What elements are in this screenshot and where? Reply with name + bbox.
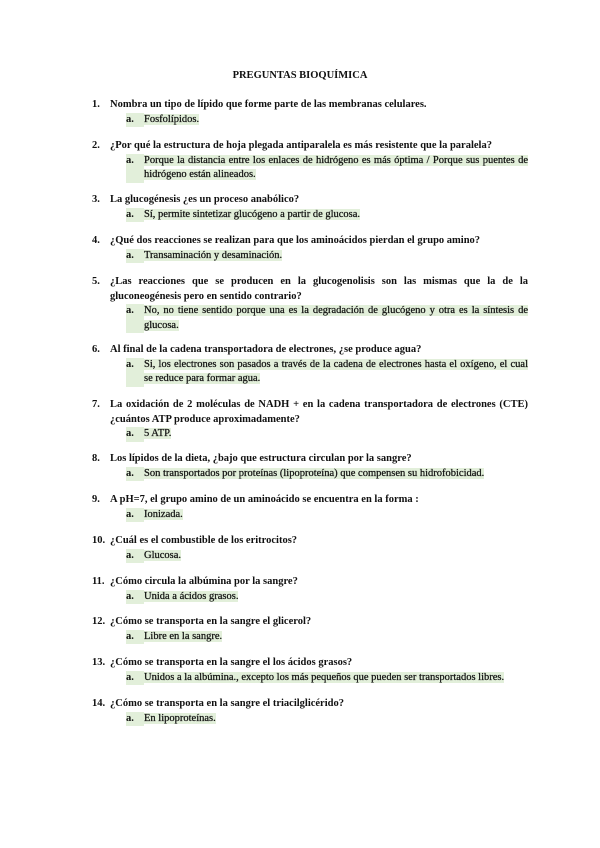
question-text: La oxidación de 2 moléculas de NADH + en la cadena transportadora de electrones (CTE) ¿cuántos ATP produce aproximadamente? <box>110 399 528 425</box>
question-text: ¿Las reacciones que se producen en la glucogenolisis son las mismas que la de la gluconeogénesis pero en sentido contrario? <box>110 276 528 302</box>
question-number: 12. <box>92 616 106 627</box>
question-item <box>92 534 528 563</box>
answer-text: Ionizada. <box>144 508 183 520</box>
question-number: 10. <box>92 535 106 546</box>
answer-text: Glucosa. <box>144 549 182 561</box>
answer-text: Porque la distancia entre los enlaces de hidrógeno es más óptima / Porque sus puentes de hidrógeno están alineados. <box>144 154 528 180</box>
answer-text: 5 ATP. <box>144 428 172 439</box>
question-item <box>92 139 528 183</box>
answer-label: a. <box>126 630 144 645</box>
answer-text: Unida a ácidos grasos. <box>144 590 239 602</box>
answer-item <box>126 249 528 264</box>
answer-item <box>126 208 528 223</box>
answer-label: a. <box>126 249 144 264</box>
answer-text: Sí, permite sintetizar glucógeno a partir de glucosa. <box>144 208 361 220</box>
answer-item <box>126 671 528 686</box>
answer-label: a. <box>126 358 144 387</box>
answer-label: a. <box>126 467 144 482</box>
question-item <box>92 343 528 387</box>
question-number: 1. <box>92 99 100 110</box>
answer-item <box>126 154 528 183</box>
question-number: 3. <box>92 194 100 205</box>
question-text: ¿Cómo circula la albúmina por la sangre? <box>110 576 298 587</box>
question-text: ¿Cómo se transporta en la sangre el triacilglicérido? <box>110 698 344 709</box>
question-item <box>92 493 528 522</box>
question-number: 2. <box>92 140 100 151</box>
answer-label: a. <box>126 590 144 605</box>
question-number: 14. <box>92 698 106 709</box>
answer-text: Libre en la sangre. <box>144 630 223 642</box>
question-text: Los lípidos de la dieta, ¿bajo que estructura circulan por la sangre? <box>110 453 412 464</box>
answer-label: a. <box>126 671 144 686</box>
question-text: Al final de la cadena transportadora de electrones, ¿se produce agua? <box>110 344 422 355</box>
answer-item <box>126 304 528 333</box>
question-number: 8. <box>92 453 100 464</box>
question-number: 6. <box>92 344 100 355</box>
question-text: ¿Qué dos reacciones se realizan para que los aminoácidos pierdan el grupo amino? <box>110 235 481 246</box>
question-number: 11. <box>92 576 105 587</box>
question-item <box>92 452 528 481</box>
question-item <box>92 398 528 442</box>
question-number: 9. <box>92 494 100 505</box>
question-item <box>92 575 528 604</box>
answer-text: Transaminación y desaminación. <box>144 249 283 261</box>
answer-text: No, no tiene sentido porque una es la degradación de glucógeno y otra es la síntesis de glucosa. <box>144 305 528 331</box>
question-text: A pH=7, el grupo amino de un aminoácido se encuentra en la forma : <box>110 494 419 505</box>
question-text: ¿Cómo se transporta en la sangre el los ácidos grasos? <box>110 657 353 668</box>
answer-label: a. <box>126 304 144 333</box>
answer-label: a. <box>126 113 144 128</box>
answer-label: a. <box>126 208 144 223</box>
question-number: 13. <box>92 657 106 668</box>
answer-text: Fosfolípidos. <box>144 113 200 125</box>
question-text: ¿Cómo se transporta en la sangre el glicerol? <box>110 616 312 627</box>
page-title: PREGUNTAS BIOQUÍMICA <box>232 70 368 81</box>
answer-item <box>126 358 528 387</box>
question-text: La glucogénesis ¿es un proceso anabólico? <box>110 194 300 205</box>
question-text: Nombra un tipo de lípido que forme parte de las membranas celulares. <box>110 99 427 110</box>
answer-item <box>126 427 528 442</box>
question-text: ¿Por qué la estructura de hoja plegada antiparalela es más resistente que la paralela? <box>110 140 492 151</box>
answer-label: a. <box>126 549 144 564</box>
answer-label: a. <box>126 154 144 183</box>
answer-item <box>126 113 528 128</box>
question-number: 4. <box>92 235 100 246</box>
question-item <box>92 615 528 644</box>
answer-label: a. <box>126 712 144 727</box>
question-item <box>92 193 528 222</box>
question-item <box>92 98 528 127</box>
answer-item <box>126 549 528 564</box>
question-item <box>92 656 528 685</box>
answer-text: Si, los electrones son pasados a través de la cadena de electrones hasta el oxígeno, el cual se reduce para formar agua. <box>144 358 528 384</box>
question-item <box>92 234 528 263</box>
question-number: 5. <box>92 276 100 287</box>
question-item <box>92 697 528 726</box>
answer-text: Son transportados por proteínas (lipoproteína) que compensen su hidrofobicidad. <box>144 467 485 479</box>
answer-item <box>126 467 528 482</box>
answer-text: Unidos a la albúmina., excepto los más pequeños que pueden ser transportados libres. <box>144 671 505 683</box>
answer-item <box>126 590 528 605</box>
answer-item <box>126 508 528 523</box>
question-number: 7. <box>92 399 100 410</box>
answer-item <box>126 630 528 645</box>
question-item <box>92 275 528 333</box>
answer-text: En lipoproteínas. <box>144 712 216 724</box>
answer-label: a. <box>126 508 144 523</box>
answer-item <box>126 712 528 727</box>
question-text: ¿Cuál es el combustible de los eritrocitos? <box>110 535 298 546</box>
answer-label: a. <box>126 427 144 442</box>
